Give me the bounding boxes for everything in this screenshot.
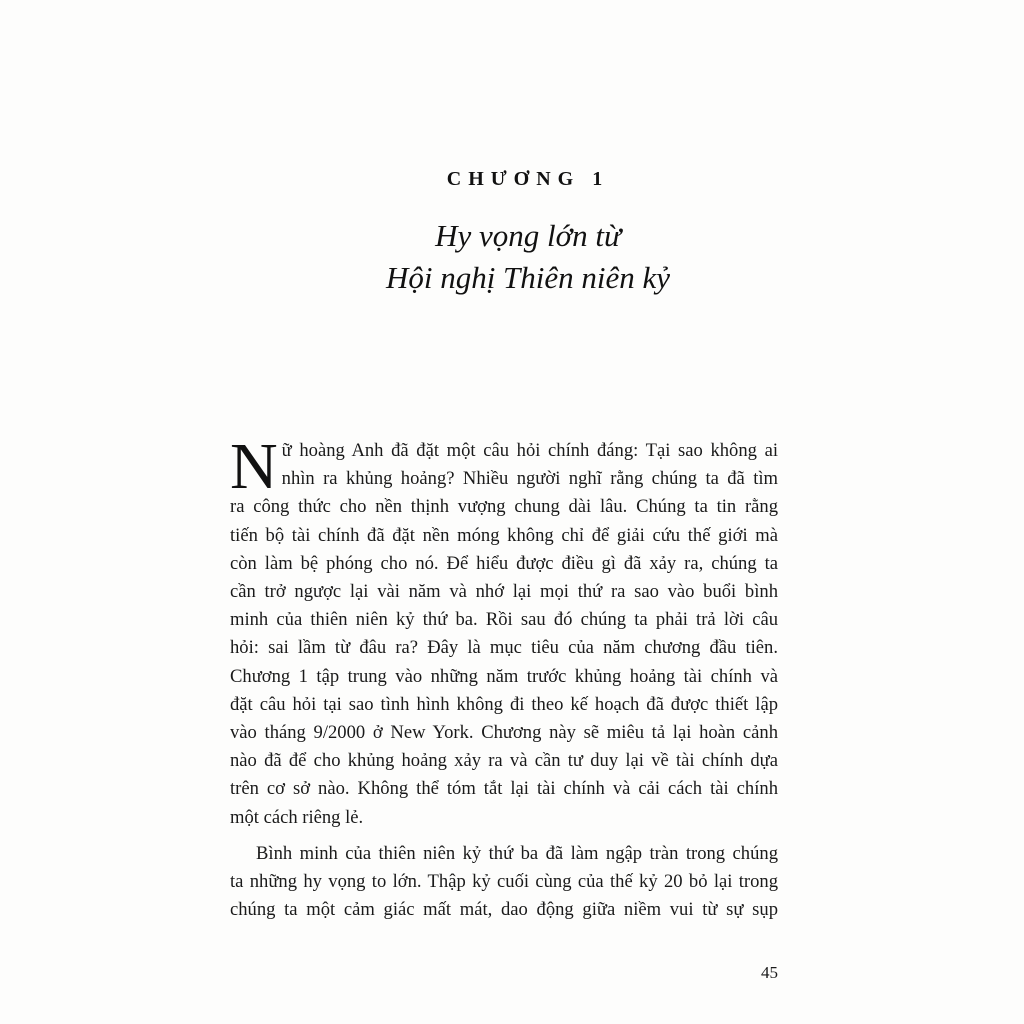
page-number: 45 xyxy=(761,963,778,982)
text-line: một cách riêng lẻ. xyxy=(230,806,364,828)
text-line: nào đã để cho khủng hoảng xảy ra và cần tư duy lại về tài chính dựa xyxy=(230,750,778,772)
text-line: vào tháng 9/2000 ở New York. Chương này sẽ miêu tả lại hoàn cảnh xyxy=(230,722,778,744)
text-line: nhìn ra khủng hoảng? Nhiều người nghĩ rằng chúng ta đã tìm xyxy=(281,468,778,490)
body-text xyxy=(230,430,778,924)
text-line: ra công thức cho nền thịnh vượng chung dài lâu. Chúng ta tin rằng xyxy=(230,496,778,518)
text-line: ữ hoàng Anh đã đặt một câu hỏi chính đáng: Tại sao không ai xyxy=(281,440,778,461)
paragraph-1 xyxy=(230,430,778,832)
text-line: tiến bộ tài chính đã đặt nền móng không chỉ để giải cứu thế giới mà xyxy=(230,524,778,546)
text-line: hỏi: sai lầm từ đâu ra? Đây là mục tiêu của năm chương đầu tiên. xyxy=(230,637,778,659)
chapter-title-line-1: Hy vọng lớn từ xyxy=(435,218,621,253)
drop-cap: N xyxy=(230,430,278,503)
chapter-title xyxy=(0,215,1024,299)
chapter-title-line-2: Hội nghị Thiên niên kỷ xyxy=(385,260,671,295)
text-line: minh của thiên niên kỷ thứ ba. Rồi sau đó chúng ta phải trả lời câu xyxy=(230,609,778,631)
paragraph-2 xyxy=(230,840,778,925)
text-line: cần trở ngược lại vài năm và nhớ lại mọi thứ ra sao vào buổi bình xyxy=(230,581,778,603)
text-line: còn làm bệ phóng cho nó. Để hiểu được điều gì đã xảy ra, chúng ta xyxy=(230,552,778,574)
paragraph-gap xyxy=(230,832,778,840)
text-line: chúng ta một cảm giác mất mát, dao động giữa niềm vui từ sự sụp xyxy=(230,899,778,921)
chapter-label: CHƯƠNG 1 xyxy=(446,168,610,190)
text-line: Chương 1 tập trung vào những năm trước khủng hoảng tài chính và xyxy=(230,665,778,687)
text-line: trên cơ sở nào. Không thể tóm tắt lại tài chính và cải cách tài chính xyxy=(230,778,778,800)
text-line: Bình minh của thiên niên kỷ thứ ba đã làm ngập tràn trong chúng xyxy=(256,842,778,864)
text-line: ta những hy vọng to lớn. Thập kỷ cuối cùng của thế kỷ 20 bỏ lại trong xyxy=(230,871,778,893)
text-line: đặt câu hỏi tại sao tình hình không đi theo kế hoạch đã được thiết lập xyxy=(230,693,778,715)
